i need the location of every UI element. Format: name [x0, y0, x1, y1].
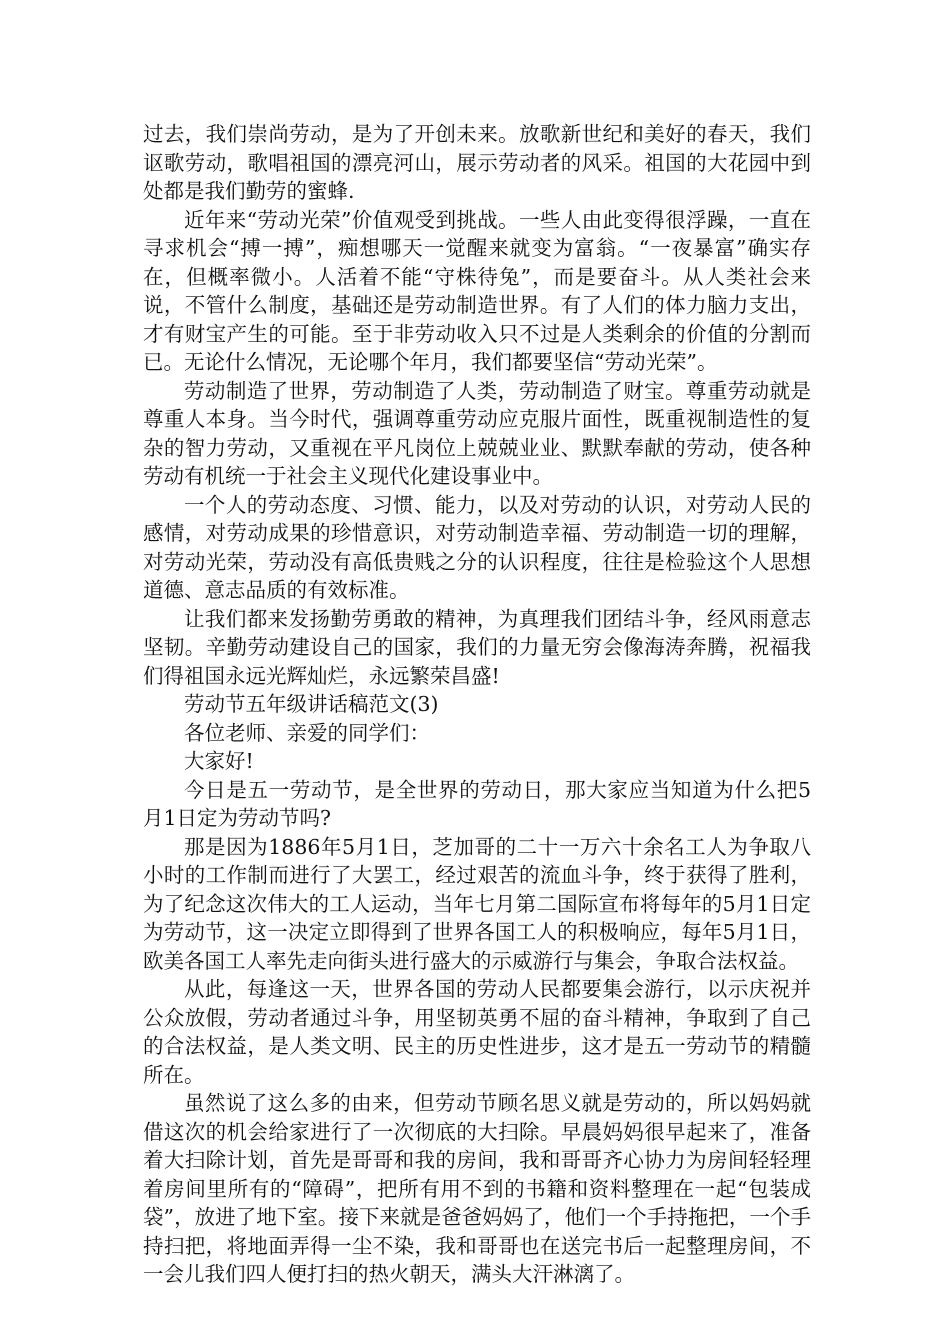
paragraph: 一个人的劳动态度、习惯、能力，以及对劳动的认识，对劳动人民的感情，对劳动成果的珍惜意识，对劳动制造幸福、劳动制造一切的理解，对劳动光荣，劳动没有高低贵贱之分的认识程度，往往是检验这个人思想道德、意志品质的有效标准。 [143, 492, 811, 602]
paragraph: 让我们都来发扬勤劳勇敢的精神，为真理我们团结斗争，经风雨意志坚韧。辛勤劳动建设自己的国家，我们的力量无穷会像海涛奔腾，祝福我们得祖国永远光辉灿烂，永远繁荣昌盛! [143, 606, 811, 688]
greeting: 大家好! [184, 749, 254, 773]
paragraph: 过去，我们崇尚劳动，是为了开创未来。放歌新世纪和美好的春天，我们讴歌劳动，歌唱祖国的漂亮河山，展示劳动者的风采。祖国的大花园中到处都是我们勤劳的蜜蜂. [143, 122, 811, 203]
document-body [143, 120, 811, 1289]
paragraph: 虽然说了这么多的由来，但劳动节顾名思义就是劳动的，所以妈妈就借这次的机会给家进行了一次彻底的大扫除。早晨妈妈很早起来了，准备着大扫除计划，首先是哥哥和我的房间，我和哥哥齐心协力为房间轻轻理着房间里所有的“障碍”，把所有用不到的书籍和资料整理在一起“包装成袋”，放进了地下室。接下来就是爸爸妈妈了，他们一个手持拖把，一个手持扫把，将地面弄得一尘不染，我和哥哥也在送完书后一起整理房间，不一会儿我们四人便打扫的热火朝天，满头大汗淋漓了。 [143, 1091, 811, 1286]
salutation: 各位老师、亲爱的同学们： [184, 720, 430, 745]
paragraph: 从此，每逢这一天，世界各国的劳动人民都要集会游行，以示庆祝并公众放假，劳动者通过斗争，用坚韧英勇不屈的奋斗精神，争取到了自己的合法权益，是人类文明、民主的历史性进步，这才是五一劳动节的精髓所在。 [143, 977, 811, 1087]
paragraph: 劳动制造了世界，劳动制造了人类，劳动制造了财宝。尊重劳动就是尊重人本身。当今时代，强调尊重劳动应克服片面性，既重视制造性的复杂的智力劳动，又重视在平凡岗位上兢兢业业、默默奉献的劳动，使各种劳动有机统一于社会主义现代化建设事业中。 [143, 378, 811, 488]
section-title: 劳动节五年级讲话稿范文(3) [184, 692, 439, 716]
paragraph: 那是因为1886年5月1日，芝加哥的二十一万六十余名工人为争取八小时的工作制而进行了大罢工，经过艰苦的流血斗争，终于获得了胜利，为了纪念这次伟大的工人运动，当年七月第二国际宣布将每年的5月1日定为劳动节，这一决定立即得到了世界各国工人的积极响应，每年5月1日，欧美各国工人率先走向街头进行盛大的示威游行与集会，争取合法权益。 [143, 834, 811, 973]
paragraph: 近年来“劳动光荣”价值观受到挑战。一些人由此变得很浮躁，一直在寻求机会“搏一搏”，痴想哪天一觉醒来就变为富翁。“一夜暴富”确实存在，但概率微小。人活着不能“守株待兔”，而是要奋斗。从人类社会来说，不管什么制度，基础还是劳动制造世界。有了人们的体力脑力支出，才有财宝产生的可能。至于非劳动收入只不过是人类剩余的价值的分割而已。无论什么情况，无论哪个年月，我们都要坚信“劳动光荣”。 [143, 207, 811, 374]
paragraph: 今日是五一劳动节，是全世界的劳动日，那大家应当知道为什么把5月1日定为劳动节吗? [143, 777, 811, 830]
